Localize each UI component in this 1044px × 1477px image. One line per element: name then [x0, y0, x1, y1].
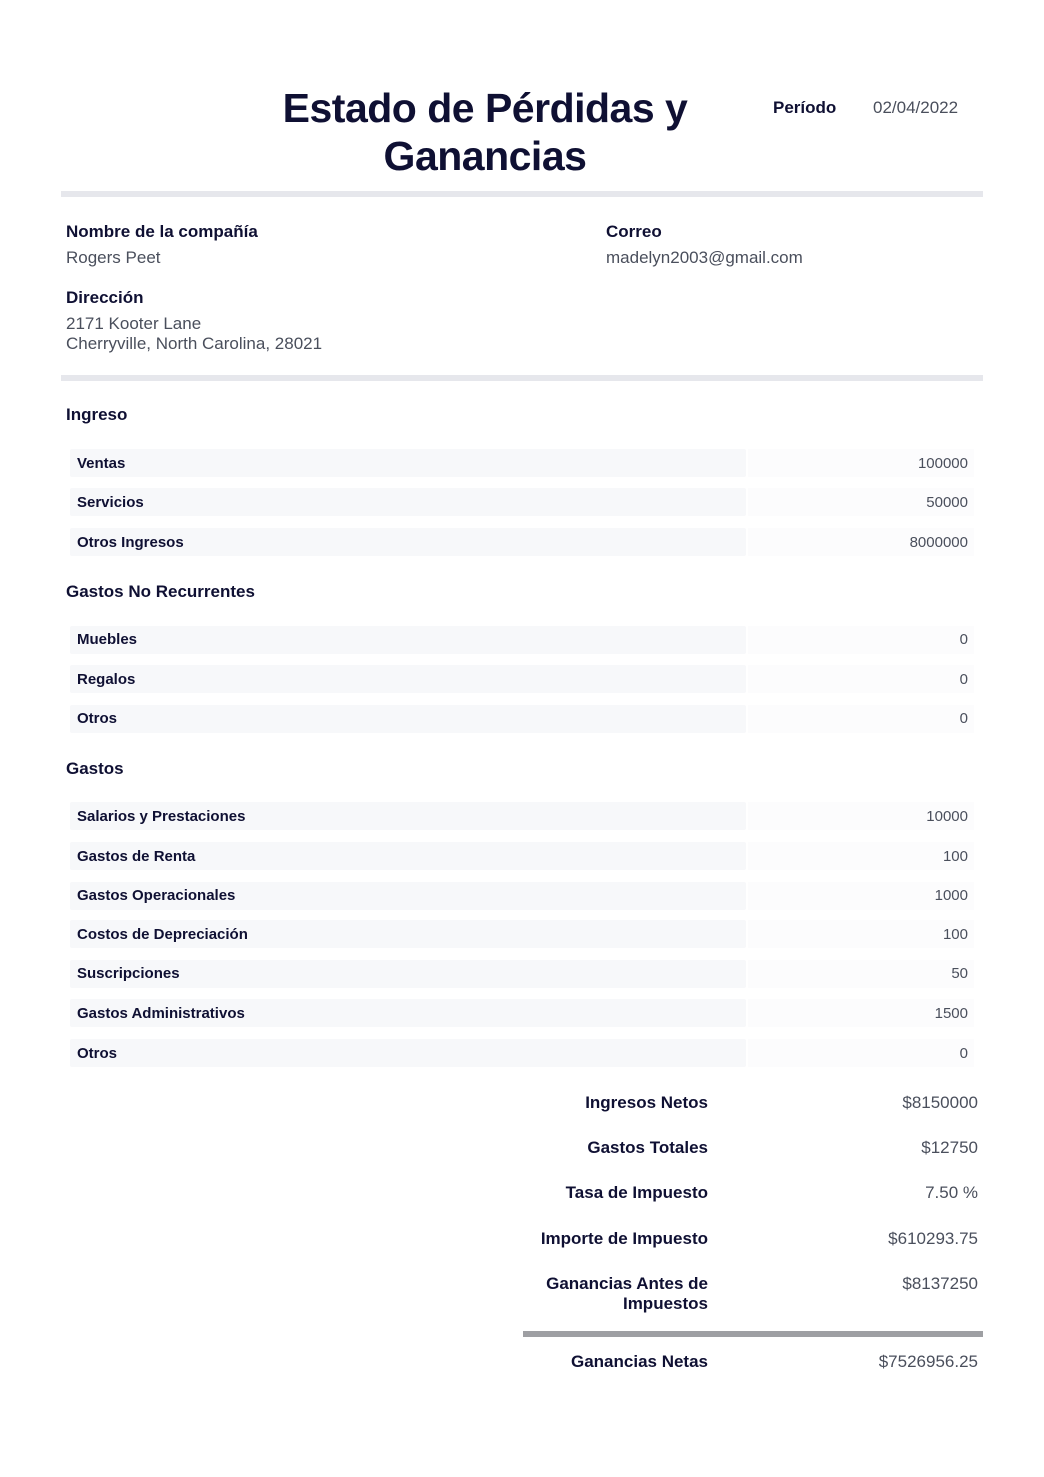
address-label: Dirección [66, 288, 144, 307]
tax-rate-label: Tasa de Impuesto [565, 1183, 708, 1202]
income-row-value: 8000000 [909, 534, 968, 551]
table-row [70, 665, 746, 693]
info-divider [61, 375, 983, 381]
pretax-profit-value: $8137250 [902, 1274, 978, 1293]
pretax-profit-label [508, 1274, 708, 1314]
nonrecurring-row-value: 0 [959, 710, 968, 727]
expenses-row-value: 100 [942, 848, 968, 865]
page-title [270, 84, 700, 180]
total-divider [523, 1331, 983, 1337]
table-row-value-cell [748, 626, 974, 654]
table-row-value-cell [748, 960, 974, 988]
nonrecurring-row-value: 0 [959, 671, 968, 688]
net-income-label: Ingresos Netos [585, 1093, 708, 1112]
tax-amount-label: Importe de Impuesto [540, 1229, 708, 1248]
company-name-value: Rogers Peet [66, 248, 161, 267]
expenses-section-title: Gastos [66, 759, 124, 778]
expenses-row-label: Gastos de Renta [77, 848, 196, 865]
income-row-value: 100000 [917, 455, 968, 472]
expenses-row-label: Otros [77, 1045, 118, 1062]
title-line-1: Estado de Pérdidas y [282, 85, 688, 131]
table-row [70, 449, 746, 477]
expenses-row-value: 10000 [926, 808, 968, 825]
tax-rate-value: 7.50 % [925, 1183, 978, 1202]
expenses-row-label: Suscripciones [77, 965, 180, 982]
income-row-label: Otros Ingresos [77, 534, 184, 551]
nonrecurring-row-label: Muebles [77, 631, 138, 648]
nonrecurring-row-label: Regalos [77, 671, 136, 688]
period-label: Período [773, 98, 837, 117]
net-income-value: $8150000 [902, 1093, 978, 1112]
table-row-value-cell [748, 920, 974, 948]
table-row-value-cell [748, 705, 974, 733]
pretax-label-line-2: Impuestos [622, 1294, 708, 1313]
email-value: madelyn2003@gmail.com [606, 248, 803, 267]
total-expenses-label: Gastos Totales [587, 1138, 708, 1157]
income-row-label: Ventas [77, 455, 126, 472]
expenses-row-value: 0 [959, 1045, 968, 1062]
period-value: 02/04/2022 [873, 98, 959, 117]
email-label: Correo [606, 222, 662, 241]
header-divider [61, 191, 983, 197]
table-row [70, 705, 746, 733]
net-profit-value: $7526956.25 [878, 1352, 978, 1371]
table-row-value-cell [748, 1039, 974, 1067]
nonrecurring-row-value: 0 [959, 631, 968, 648]
table-row-value-cell [748, 665, 974, 693]
expenses-row-value: 1500 [934, 1005, 968, 1022]
expenses-row-value: 100 [942, 926, 968, 943]
nonrecurring-row-label: Otros [77, 710, 118, 727]
table-row [70, 1039, 746, 1067]
tax-amount-value: $610293.75 [888, 1229, 978, 1248]
total-expenses-value: $12750 [921, 1138, 978, 1157]
nonrecurring-section-title: Gastos No Recurrentes [66, 582, 255, 601]
company-name-label: Nombre de la compañía [66, 222, 258, 241]
expenses-row-label: Salarios y Prestaciones [77, 808, 246, 825]
income-row-value: 50000 [926, 494, 968, 511]
table-row [70, 626, 746, 654]
expenses-row-value: 50 [951, 965, 968, 982]
income-section-title: Ingreso [66, 405, 128, 424]
table-row-value-cell [748, 842, 974, 870]
table-row [70, 488, 746, 516]
address-line-1: 2171 Kooter Lane [66, 314, 202, 333]
expenses-row-label: Gastos Administrativos [77, 1005, 245, 1022]
title-line-2: Ganancias [383, 133, 587, 179]
expenses-row-label: Costos de Depreciación [77, 926, 248, 943]
net-profit-label: Ganancias Netas [570, 1352, 708, 1371]
income-row-label: Servicios [77, 494, 144, 511]
expenses-row-value: 1000 [934, 887, 968, 904]
pretax-label-line-1: Ganancias Antes de [546, 1274, 708, 1293]
address-line-2: Cherryville, North Carolina, 28021 [66, 334, 323, 353]
expenses-row-label: Gastos Operacionales [77, 887, 236, 904]
